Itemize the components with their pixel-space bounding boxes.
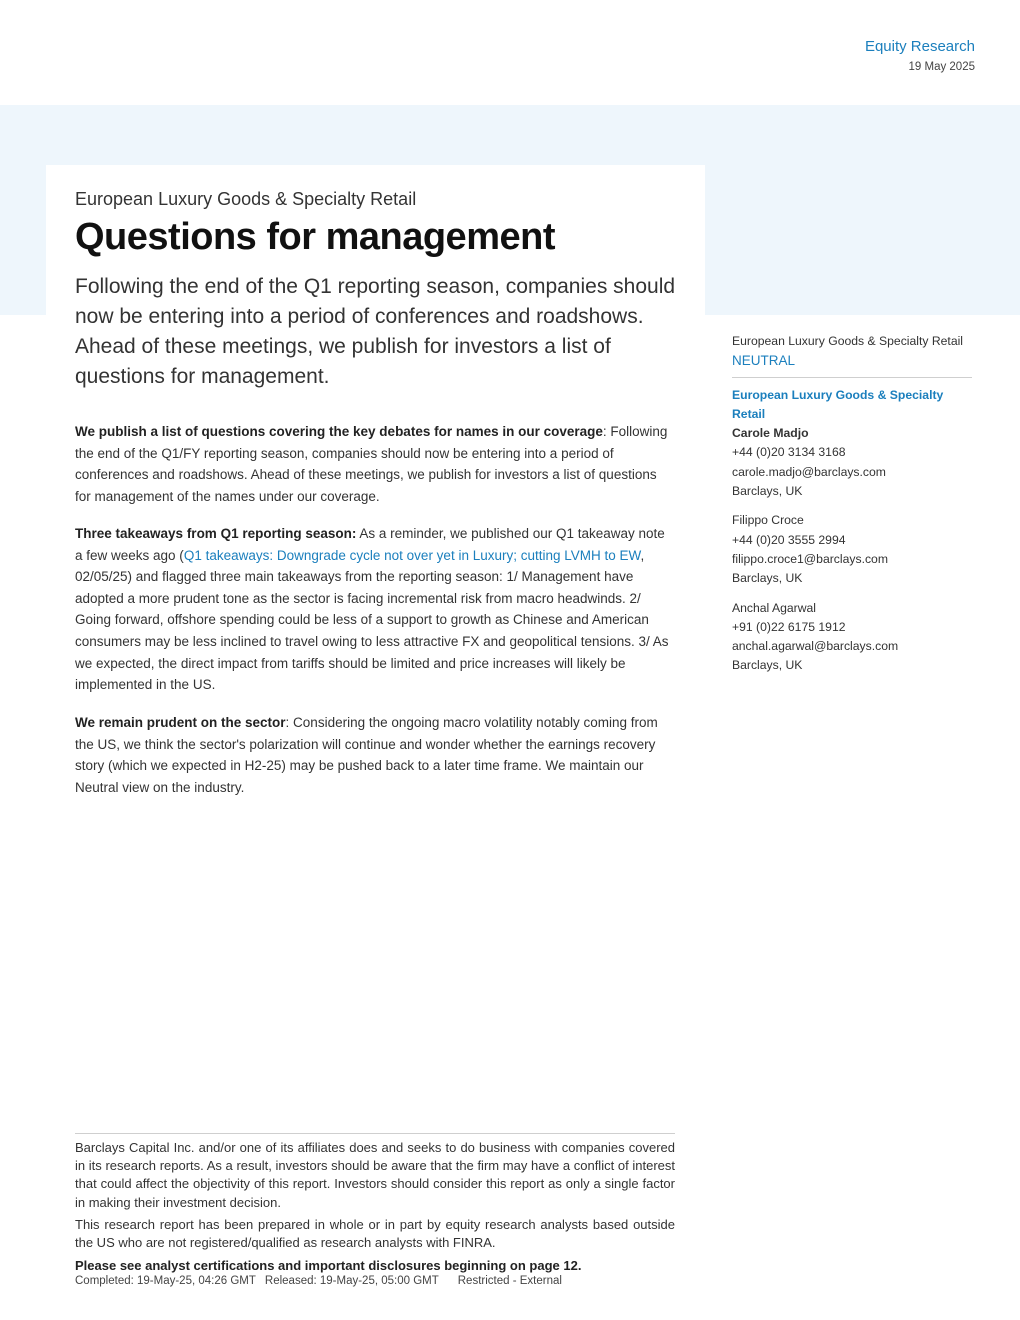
- team-label: European Luxury Goods & Specialty Retail: [732, 387, 944, 421]
- footer: [75, 1133, 675, 1287]
- paragraph-prudent: [75, 712, 675, 798]
- analyst-name: Carole Madjo: [732, 426, 809, 441]
- report-header: [865, 38, 975, 73]
- summary-text: Following the end of the Q1 reporting season, companies should now be entering into a period of conferences and roadshows. Ahead of these meetings, we publish for investors a list of questions for management.: [75, 275, 676, 388]
- equity-research-label: Equity Research: [864, 38, 975, 55]
- analyst-name: Filippo Croce: [732, 513, 804, 528]
- analyst-card: [732, 424, 972, 501]
- paragraph-coverage-heading: We publish a list of questions covering the key debates for names in our coverage: [75, 424, 603, 439]
- analyst-email[interactable]: filippo.croce1@barclays.com: [732, 551, 888, 566]
- analyst-location: Barclays, UK: [732, 484, 803, 499]
- q1-takeaways-link[interactable]: Q1 takeaways: Downgrade cycle not over yet in Luxury; cutting LVMH to EW: [183, 547, 641, 563]
- paragraph-takeaways-text-b: , 02/05/25) and flagged three main takeaways from the reporting season: 1/ Management have adopted a more prudent tone as the sector is facing incremental risk from macro headwinds. 2/ Going forward, offshore spending could be less of a support to growth as Chinese and American consumers may be less inclined to travel owing to less attractive FX and geopolitical tensions. 3/ As we expected, the direct impact from tariffs should be limited and price increases will likely be implemented in the US.: [75, 547, 669, 693]
- analyst-email[interactable]: anchal.agarwal@barclays.com: [732, 639, 899, 654]
- paragraph-prudent-text: : Considering the ongoing macro volatility notably coming from the US, we think the sector's polarization will continue and wonder whether the earnings recovery story (which we expected in H2-25) may be pushed back to a later time frame. We maintain our Neutral view on the industry.: [75, 715, 658, 795]
- restriction-label: Restricted - External: [457, 1275, 562, 1288]
- paragraph-takeaways-heading: Three takeaways from Q1 reporting season:: [75, 526, 357, 541]
- disclaimer-conflict: Barclays Capital Inc. and/or one of its affiliates does and seeks to do business with companies covered in its research reports. As a result, investors should be aware that the firm may have a conflict of interest that could affect the objectivity of this report. Investors should consider this report as only a single factor in making their investment decision.: [75, 1140, 675, 1210]
- paragraph-coverage: [75, 421, 675, 507]
- paragraph-takeaways: [75, 523, 675, 696]
- sidebar: [732, 332, 972, 676]
- rating-badge: NEUTRAL: [732, 353, 796, 369]
- analyst-email[interactable]: carole.madjo@barclays.com: [732, 464, 886, 479]
- analyst-phone: +91 (0)22 6175 1912: [732, 619, 846, 634]
- page-title: Questions for management: [75, 216, 555, 258]
- analyst-phone: +44 (0)20 3555 2994: [732, 532, 846, 547]
- analyst-location: Barclays, UK: [732, 658, 803, 673]
- analyst-name: Anchal Agarwal: [732, 600, 817, 615]
- analyst-card: [732, 599, 972, 676]
- analyst-phone: +44 (0)20 3134 3168: [732, 445, 846, 460]
- analyst-location: Barclays, UK: [732, 571, 803, 586]
- report-date: 19 May 2025: [908, 61, 975, 73]
- sidebar-divider: [732, 377, 972, 378]
- sector-label: European Luxury Goods & Specialty Retail: [75, 189, 417, 209]
- released-timestamp: Released: 19-May-25, 05:00 GMT: [264, 1275, 439, 1288]
- paragraph-prudent-heading: We remain prudent on the sector: [75, 715, 286, 730]
- completed-timestamp: Completed: 19-May-25, 04:26 GMT: [75, 1275, 256, 1288]
- rating-sector-label: European Luxury Goods & Specialty Retail: [732, 334, 964, 348]
- analyst-card: [732, 511, 972, 588]
- disclosures-note: Please see analyst certifications and important disclosures beginning on page 12.: [75, 1258, 582, 1274]
- paragraph-takeaways-text-a: As a reminder, we published our Q1 takeaway note a few weeks ago (: [75, 526, 665, 563]
- paragraph-coverage-text: : Following the end of the Q1/FY reporting season, companies should now be entering into a period of conferences and roadshows. Ahead of these meetings, we publish for investors a list of questions for management of the names under our coverage.: [75, 424, 668, 504]
- disclaimer-finra: This research report has been prepared in whole or in part by equity research analysts based outside the US who are not registered/qualified as research analysts with FINRA.: [75, 1216, 675, 1251]
- report-timestamps: [75, 1275, 675, 1287]
